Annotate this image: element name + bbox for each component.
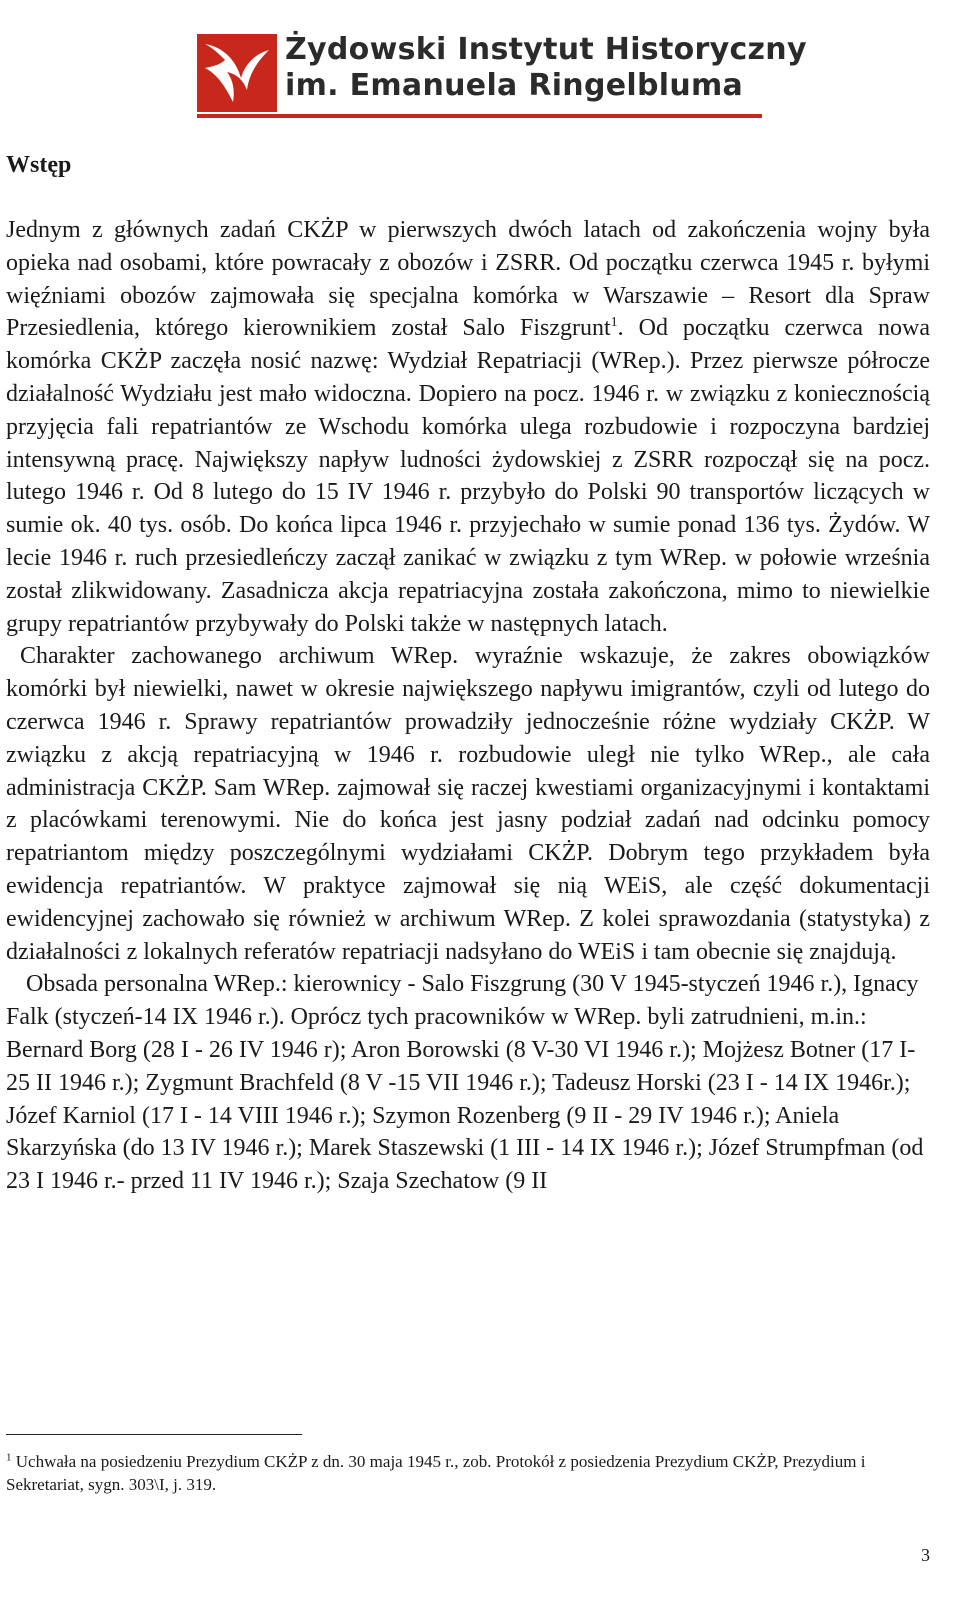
footnote-text: Uchwała na posiedzeniu Prezydium CKŻP z dn. 30 maja 1945 r., zob. Protokół z posiedzenia Prezydium CKŻP, Prezydium i Sekretariat, sygn. 303\I, j. 319. [6, 1452, 866, 1494]
page-number: 3 [921, 1545, 930, 1565]
footnote-divider [6, 1434, 302, 1435]
institute-name: Żydowski Instytut Historyczny [285, 32, 807, 67]
zih-logo-icon [197, 34, 277, 112]
document-body [6, 214, 930, 1198]
paragraph-1 [6, 214, 930, 640]
footnote-reference[interactable]: 1 [610, 315, 618, 331]
footnote-number: 1 [6, 1451, 12, 1464]
institute-subtitle: im. Emanuela Ringelbluma [285, 68, 744, 103]
paragraph-1-text-b: . Od początku czerwca nowa komórka CKŻP zaczęła nosić nazwę: Wydział Repatriacji (WRep.). Przez pierwsze półrocze działalność Wydziału jest mało widoczna. Dopiero na pocz. 1946 r. w związku z koniecznością przyjęcia fali repatriantów ze Wschodu komórka ulega rozbudowie i rozpoczyna bardziej intensywną pracę. Największy napływ ludności żydowskiej z ZSRR rozpoczął się na pocz. lutego 1946 r. Od 8 lutego do 15 IV 1946 r. przybyło do Polski 90 transportów liczących w sumie ok. 40 tys. osób. Do końca lipca 1946 r. przyjechało w sumie ponad 136 tys. Żydów. W lecie 1946 r. ruch przesiedleńczy zaczął zanikać w związku z tym WRep. w połowie września został zlikwidowany. Zasadnicza akcja repatriacyjna została zakończona, mimo to niewielkie grupy repatriantów przybywały do Polski także w następnych latach. [6, 315, 931, 637]
footnote [6, 1450, 916, 1496]
paragraph-2: Charakter zachowanego archiwum WRep. wyraźnie wskazuje, że zakres obowiązków komórki był niewielki, nawet w okresie największego napływu imigrantów, czyli od lutego do czerwca 1946 r. Sprawy repatriantów prowadziły jednocześnie różne wydziały CKŻP. W związku z akcją repatriacyjną w 1946 r. rozbudowie uległ nie tylko WRep., ale cała administracja CKŻP. Sam WRep. zajmował się raczej kwestiami organizacyjnymi i kontaktami z placówkami terenowymi. Nie do końca jest jasny podział zadań nad odcinku pomocy repatriantom między poszczególnymi wydziałami CKŻP. Dobrym tego przykładem była ewidencja repatriantów. W praktyce zajmował się nią WEiS, ale część dokumentacji ewidencyjnej zachowało się również w archiwum WRep. Z kolei sprawozdania (statystyka) z działalności z lokalnych referatów repatriacji nadsyłano do WEiS i tam obecnie się znajdują. [6, 643, 930, 965]
paragraph-1-text-a: Jednym z głównych zadań CKŻP w pierwszych dwóch latach od zakończenia wojny była opieka nad osobami, które powracały z obozów i ZSRR. Od początku czerwca 1945 r. byłymi więźniami obozów zajmowała się specjalna komórka w Warszawie – Resort dla Spraw Przesiedlenia, którego kierownikiem został Salo Fiszgrunt [6, 217, 930, 342]
header-divider [197, 114, 762, 118]
section-heading: Wstęp [6, 152, 72, 178]
paragraph-3: Obsada personalna WRep.: kierownicy - Salo Fiszgrung (30 V 1945-styczeń 1946 r.), Ignacy Falk (styczeń-14 IX 1946 r.). Oprócz tych pracowników w WRep. byli zatrudnieni, m.in.: Bernard Borg (28 I - 26 IV 1946 r); Aron Borowski (8 V-30 VI 1946 r.); Mojżesz Botner (17 I-25 II 1946 r.); Zygmunt Brachfeld (8 V -15 VII 1946 r.); Tadeusz Horski (23 I - 14 IX 1946r.); Józef Karniol (17 I - 14 VIII 1946 r.); Szymon Rozenberg (9 II - 29 IV 1946 r.); Aniela Skarzyńska (do 13 IV 1946 r.); Marek Staszewski (1 III - 14 IX 1946 r.); Józef Strumpfman (od 23 I 1946 r.- przed 11 IV 1946 r.); Szaja Szechatow (9 II [6, 971, 924, 1195]
institute-header [197, 30, 807, 120]
